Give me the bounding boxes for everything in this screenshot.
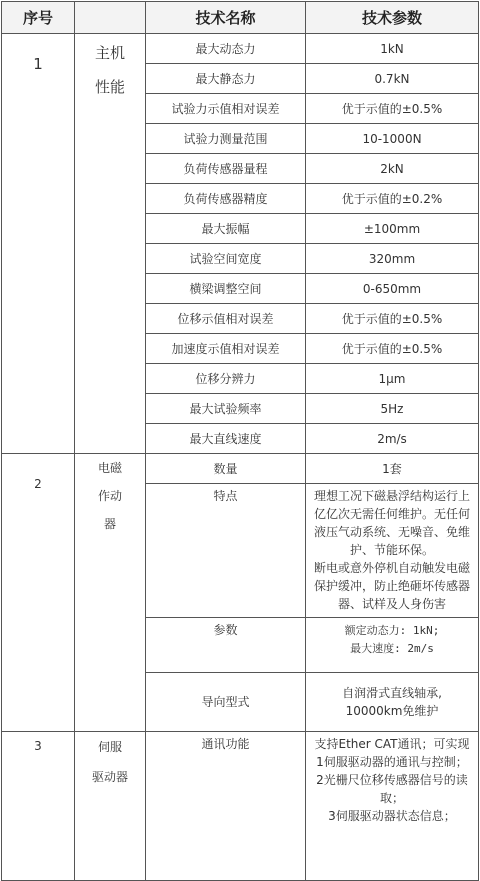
spec-value (306, 484, 479, 618)
spec-value-line: 保护缓冲，防止绝砸坏传感器 (313, 579, 470, 593)
category-line: 伺服 (97, 740, 122, 754)
spec-name: 试验力测量范围 (146, 124, 306, 154)
category-line: 主机 (94, 44, 125, 62)
header-row (2, 2, 479, 34)
spec-value-line: 理想工况下磁悬浮结构运行上 (313, 489, 470, 503)
spec-value: 2kN (306, 154, 479, 184)
group-category (75, 454, 146, 732)
spec-value (306, 673, 479, 732)
category-line: 作动 (97, 489, 122, 503)
spec-name: 参数 (146, 618, 306, 673)
spec-name: 负荷传感器精度 (146, 184, 306, 214)
tech-spec-table (1, 1, 479, 881)
spec-value: 1μm (306, 364, 479, 394)
spec-value-line: 断电或意外停机自动触发电磁 (313, 561, 470, 575)
spec-value-line: 2光栅尺位移传感器信号的读 (316, 773, 468, 787)
table-row (2, 454, 479, 484)
spec-value: 5Hz (306, 394, 479, 424)
spec-name: 试验力示值相对误差 (146, 94, 306, 124)
spec-value-line: 护、节能环保。 (349, 543, 434, 557)
spec-name: 位移示值相对误差 (146, 304, 306, 334)
spec-value-line: 支持Ether CAT通讯；可实现 (314, 737, 470, 751)
spec-name: 数量 (146, 454, 306, 484)
spec-value: 优于示值的±0.5% (306, 94, 479, 124)
spec-value: 10-1000N (306, 124, 479, 154)
spec-value-line: 器、试样及人身伤害 (337, 597, 446, 611)
spec-value: 1套 (306, 454, 479, 484)
spec-name: 最大振幅 (146, 214, 306, 244)
group-number: 3 (2, 732, 75, 881)
group-category (75, 732, 146, 881)
spec-name: 导向型式 (146, 673, 306, 732)
spec-value-line: 1伺服驱动器的通讯与控制； (316, 755, 468, 769)
category-line: 器 (103, 517, 116, 531)
spec-value-line: 额定动态力: 1kN; (344, 624, 440, 637)
spec-name: 特点 (146, 484, 306, 618)
spec-value (306, 618, 479, 673)
spec-value-line: 10000km免维护 (345, 704, 439, 718)
spec-value: 1kN (306, 34, 479, 64)
spec-name: 最大静态力 (146, 64, 306, 94)
spec-value: 2m/s (306, 424, 479, 454)
spec-value-line: 取； (379, 791, 404, 805)
spec-value-line: 液压气动系统、无噪音、免维 (313, 525, 470, 539)
spec-value-line: 自润滑式直线轴承, (342, 686, 442, 700)
spec-value-line: 3伺服驱动器状态信息； (328, 809, 456, 823)
group-number: 2 (2, 454, 75, 732)
group-category (75, 34, 146, 454)
category-line: 电磁 (97, 461, 122, 475)
spec-name: 最大动态力 (146, 34, 306, 64)
header-category (75, 2, 146, 34)
spec-value: 优于示值的±0.2% (306, 184, 479, 214)
spec-value: 320mm (306, 244, 479, 274)
spec-name: 横梁调整空间 (146, 274, 306, 304)
header-no: 序号 (2, 2, 75, 34)
spec-value: 优于示值的±0.5% (306, 334, 479, 364)
category-line: 性能 (94, 78, 125, 96)
spec-name: 加速度示值相对误差 (146, 334, 306, 364)
spec-value (306, 732, 479, 881)
table-row (2, 732, 479, 881)
group-number: 1 (2, 34, 75, 454)
header-param: 技术参数 (306, 2, 479, 34)
spec-value: 优于示值的±0.5% (306, 304, 479, 334)
spec-name: 负荷传感器量程 (146, 154, 306, 184)
spec-value-line: 亿亿次无需任何维护。无任何 (313, 507, 470, 521)
spec-name: 最大直线速度 (146, 424, 306, 454)
spec-value: 0-650mm (306, 274, 479, 304)
table-row (2, 34, 479, 64)
spec-value: 0.7kN (306, 64, 479, 94)
category-line: 驱动器 (91, 770, 128, 784)
header-name: 技术名称 (146, 2, 306, 34)
spec-name: 通讯功能 (146, 732, 306, 881)
spec-name: 最大试验频率 (146, 394, 306, 424)
spec-value: ±100mm (306, 214, 479, 244)
spec-value-line: 最大速度: 2m/s (350, 642, 434, 655)
spec-name: 位移分辨力 (146, 364, 306, 394)
spec-name: 试验空间宽度 (146, 244, 306, 274)
